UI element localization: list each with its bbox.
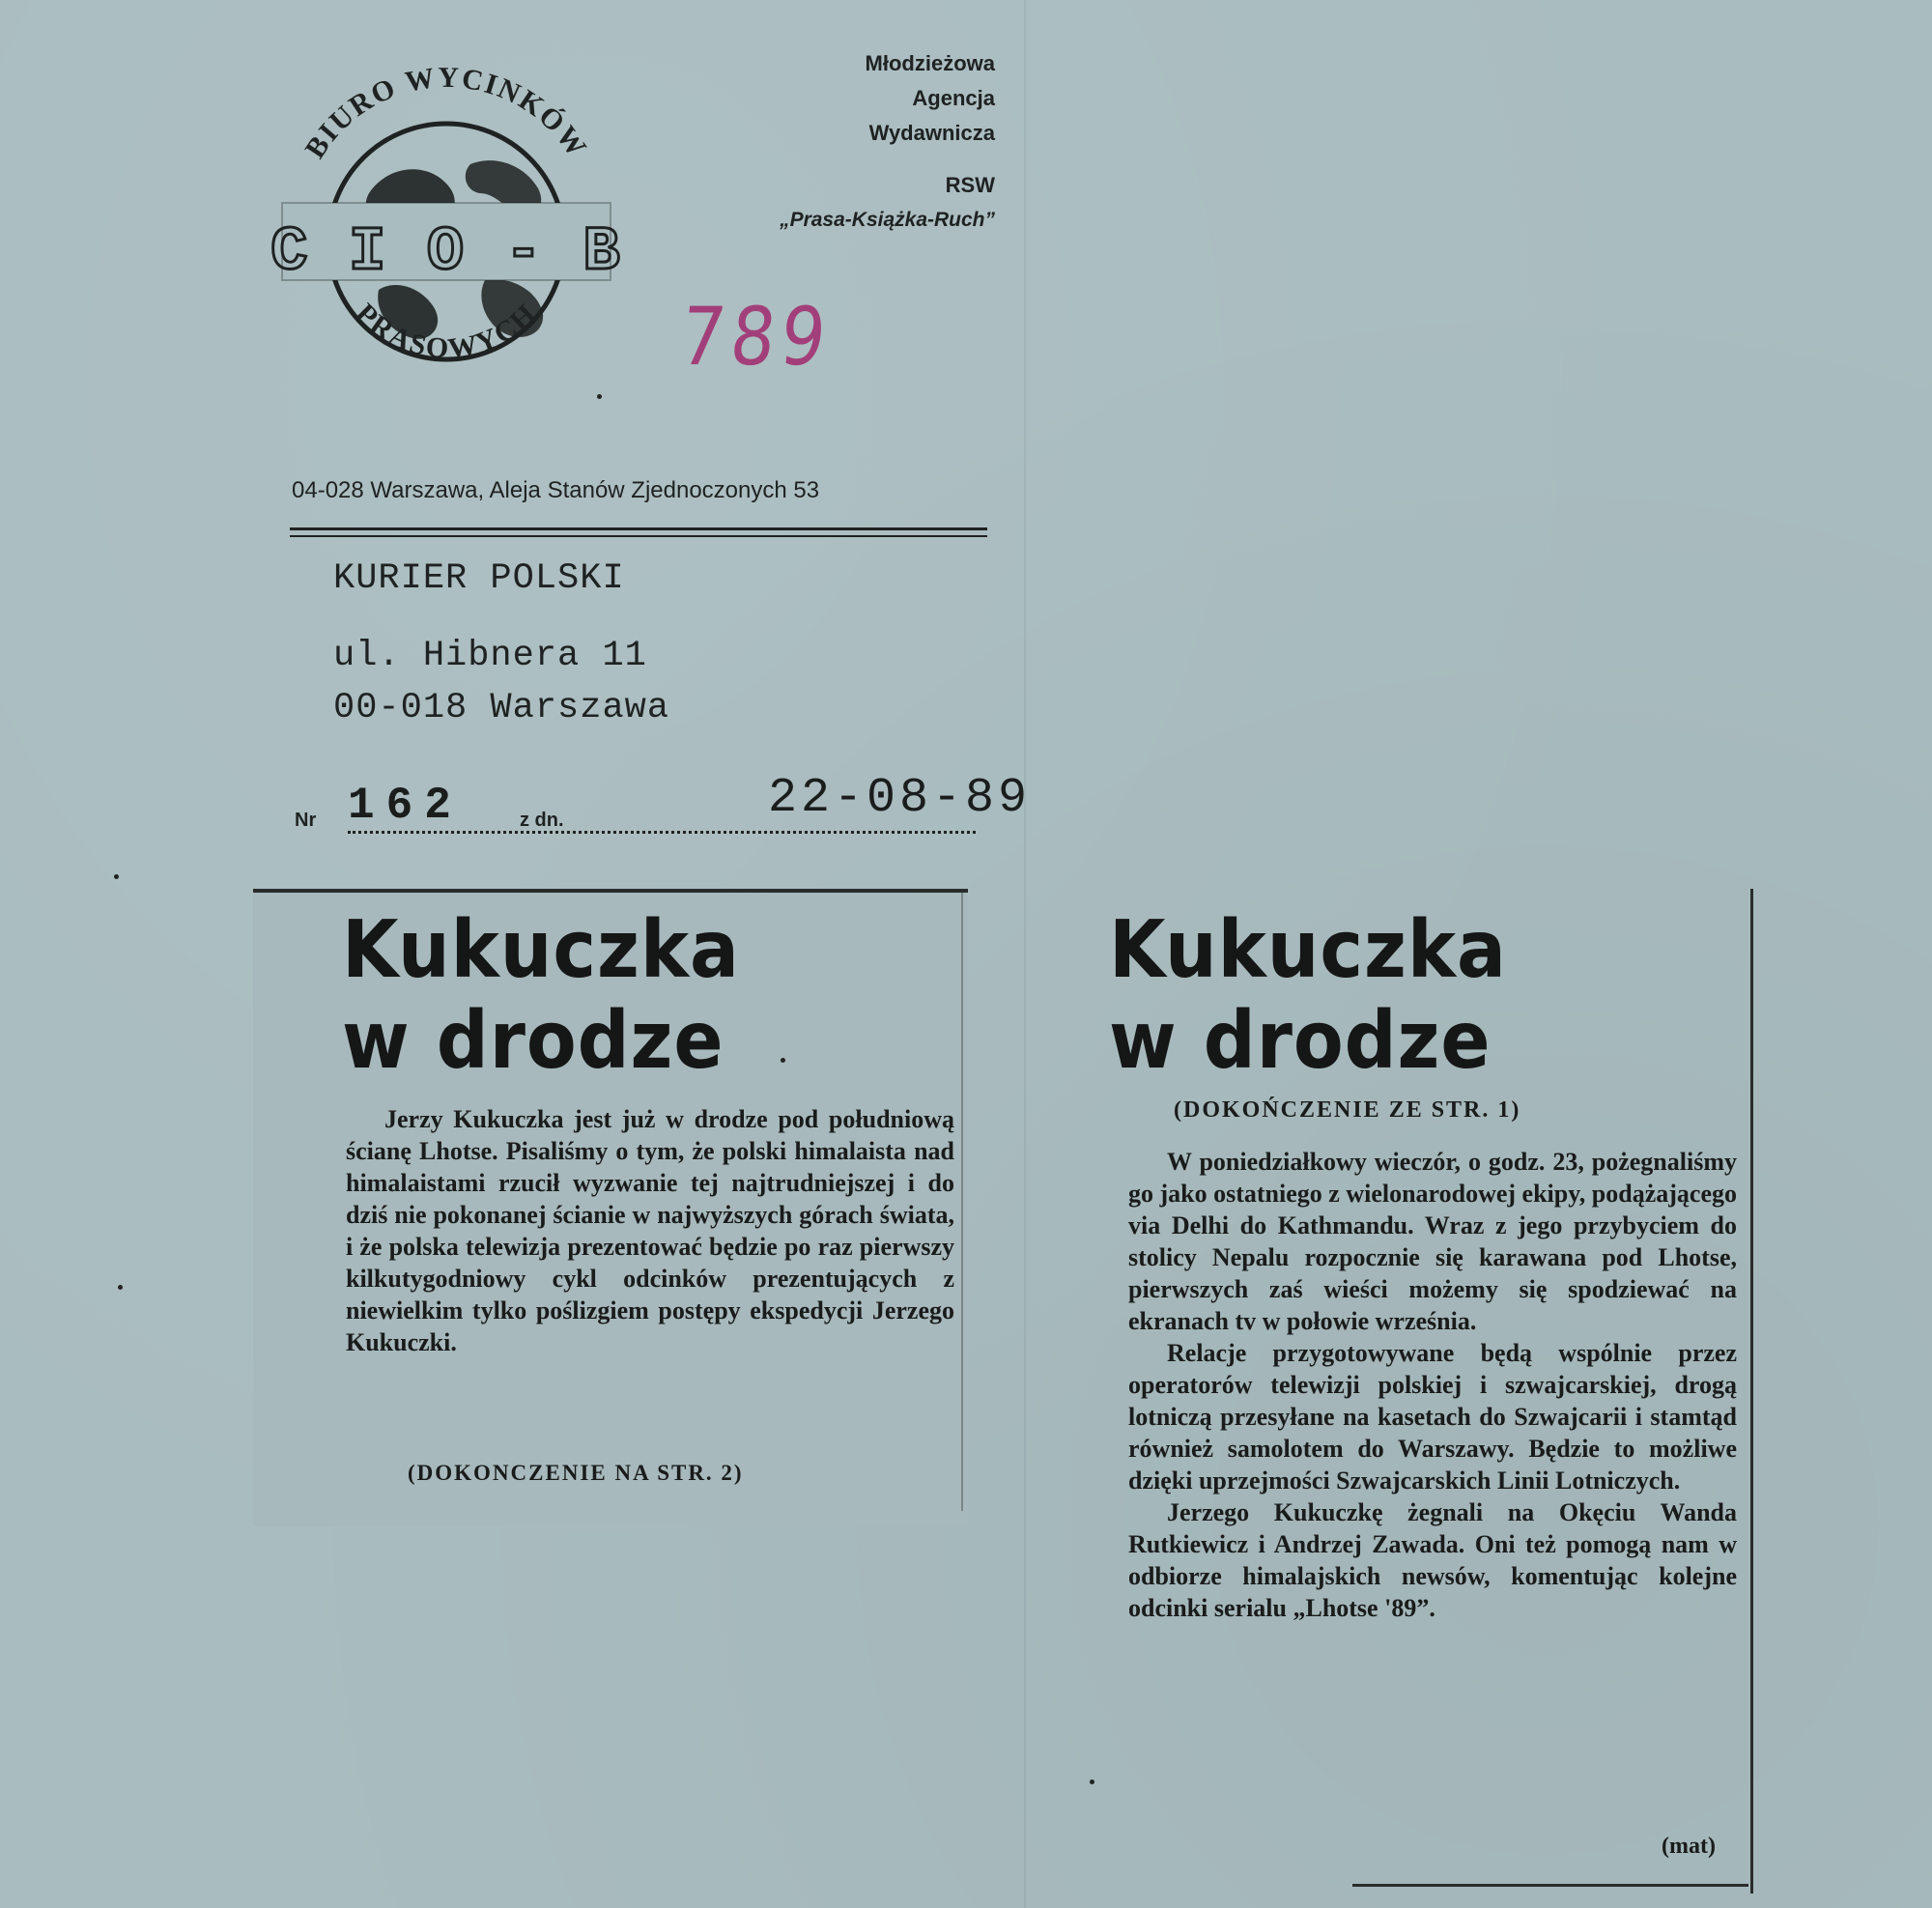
recipient-city: 00-018 Warszawa — [333, 688, 670, 728]
clipping2-paragraph-1: W poniedziałkowy wieczór, o godz. 23, pożegnaliśmy go jako ostatniego z wielonarodowej ekipy, podążającego via Delhi do Kathmandu. Wraz z jego przybyciem do stolicy Nepalu rozpocznie się karawana pod Lhotse, pierwszych zaś wieści możemy się spodziewać na ekranach tv w połowie września. — [1128, 1148, 1737, 1335]
clipping2-subheading: (DOKOŃCZENIE ZE STR. 1) — [1174, 1097, 1521, 1123]
header-rule-thin — [290, 535, 987, 537]
clipping-edge — [961, 893, 963, 1511]
date-label: z dn. — [520, 810, 564, 831]
clipping1-body — [346, 1103, 954, 1358]
clipping1-continued: (DOKONCZENIE NA STR. 2) — [408, 1461, 744, 1485]
clipping2-body — [1128, 1146, 1737, 1624]
clipping-top-rule — [253, 889, 968, 893]
paper-speck — [781, 1058, 785, 1063]
paper-speck — [597, 394, 602, 399]
clipping2-paragraph-2: Relacje przygotowywane będą wspólnie przez operatorów telewizji polskiej i szwajcarskiej, drogą lotniczą przesyłane na kasetach do Szwajcarii i stamtąd również samolotem do Warszawy. Będzie to możliwe dzięki uprzejmości Szwajcarskich Linii Lotniczych. — [1128, 1339, 1737, 1495]
paper-fold — [1024, 0, 1026, 1908]
stamp-bottom-arc: PRASOWYCH — [349, 297, 544, 365]
clipping-bureau-stamp — [263, 48, 630, 415]
nr-label: Nr — [295, 810, 317, 831]
clipping2-headline-line2: w drodze — [1109, 995, 1492, 1087]
agency-block — [628, 46, 995, 238]
clipping2-headline-line1: Kukuczka — [1109, 904, 1507, 996]
date-value: 22-08-89 — [768, 771, 1032, 826]
stamp-center-text: C I O - B — [270, 218, 622, 288]
nr-value: 162 — [348, 781, 463, 831]
clipping2-signature: (mat) — [1662, 1834, 1716, 1859]
clipping1-paragraph: Jerzy Kukuczka jest już w drodze pod południową ścianę Lhotse. Pisaliśmy o tym, że polski himalaista nad himalaistami rzucił wyzwanie tej najtrudniejszej i do dziś nie pokonanej ścianie w najwyższych górach świata, i że polska telewizja prezentować będzie po raz pierwszy kilkutygodniowy cykl odcinków prezentujących z niewielkim tylko poślizgiem postępy ekspedycji Jerzego Kukuczki. — [346, 1105, 954, 1356]
clipping-front-page — [253, 889, 968, 1526]
clipping2-bottom-rule — [1352, 1884, 1748, 1887]
bureau-address: 04-028 Warszawa, Aleja Stanów Zjednoczonych 53 — [292, 477, 820, 503]
clipping1-headline-line1: Kukuczka — [342, 904, 740, 996]
handwritten-number: 789 — [675, 290, 837, 384]
recipient-street: ul. Hibnera 11 — [333, 636, 647, 676]
agency-line-4: RSW — [945, 173, 995, 197]
recipient-name: KURIER POLSKI — [333, 558, 625, 599]
agency-line-3: Wydawnicza — [868, 121, 995, 145]
clipping1-headline-line2: w drodze — [342, 995, 724, 1087]
globe-stamp-icon — [263, 48, 630, 415]
clipping2-paragraph-3: Jerzego Kukuczkę żegnali na Okęciu Wanda Rutkiewicz i Andrzej Zawada. Oni też pomogą nam w odbiorze himalajskich newsów, komentując kolejne odcinki serialu „Lhotse '89”. — [1128, 1498, 1737, 1622]
paper-speck — [114, 874, 119, 879]
agency-line-2: Agencja — [912, 86, 995, 110]
clipping2-edge — [1750, 889, 1753, 1894]
paper-speck — [118, 1285, 123, 1290]
dotted-fill-line — [348, 831, 976, 834]
stamp-top-arc: BIURO WYCINKÓW — [298, 61, 594, 164]
header-rule-thick — [290, 527, 987, 530]
agency-line-5: „Prasa-Książka-Ruch” — [780, 209, 995, 231]
agency-line-1: Młodzieżowa — [865, 51, 995, 75]
paper-speck — [1090, 1780, 1094, 1784]
